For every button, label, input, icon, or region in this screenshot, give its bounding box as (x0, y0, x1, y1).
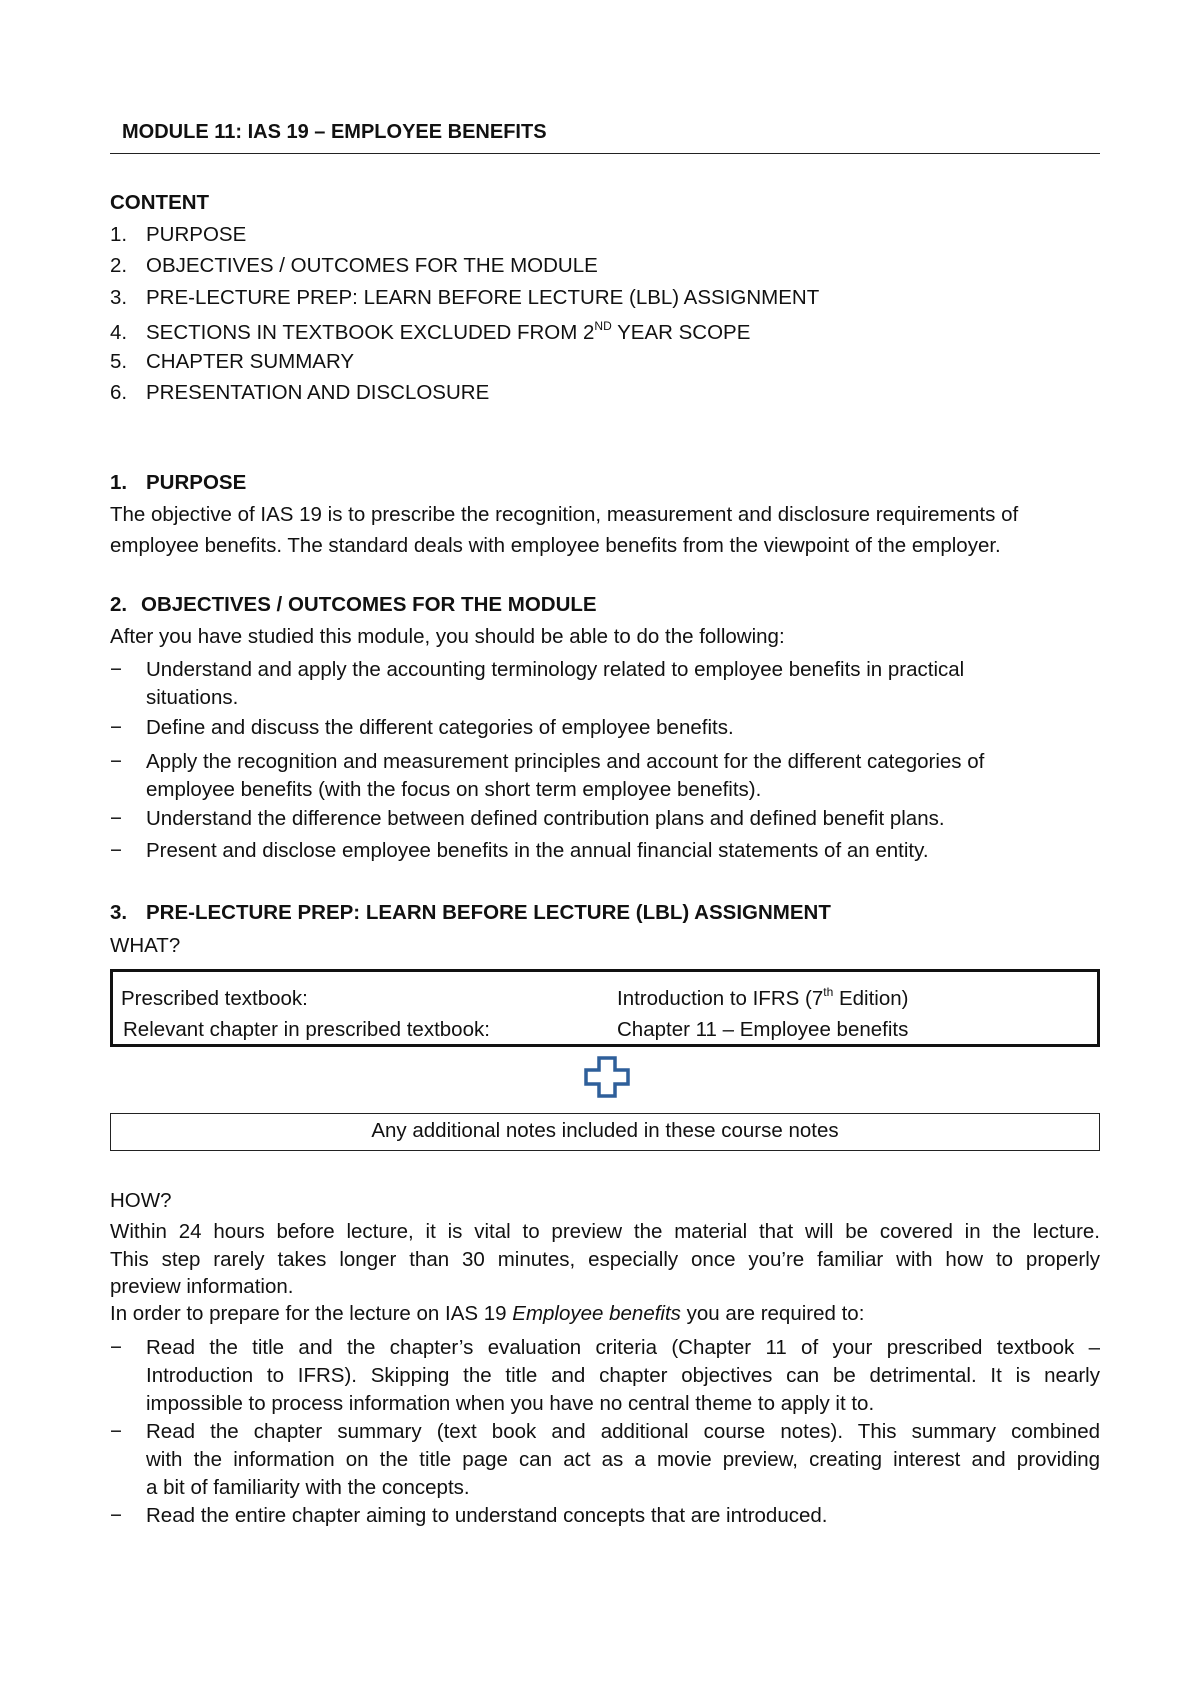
dash-bullet: − (110, 807, 122, 830)
list-item-line: Present and disclose employee benefits in the annual financial statements of an entity. (146, 839, 929, 862)
prepare-text: In order to prepare for the lecture on IAS 19 (110, 1302, 513, 1325)
content-item-number: 1. (110, 223, 128, 246)
list-item-line: Define and discuss the different categories of employee benefits. (146, 716, 734, 739)
paragraph-line: Within 24 hours before lecture, it is vital to preview the material that will be covered in the lecture. (110, 1220, 1100, 1243)
paragraph-line: employee benefits. The standard deals with employee benefits from the viewpoint of the employer. (110, 534, 1001, 557)
what-label: WHAT? (110, 934, 181, 957)
content-item-number: 2. (110, 254, 128, 277)
dash-bullet: − (110, 716, 122, 739)
list-item-line: Introduction to IFRS). Skipping the title and chapter objectives can be detrimental. It is nearly (146, 1364, 1100, 1387)
value-text: Edition) (833, 987, 909, 1010)
what-row-label: Prescribed textbook: (121, 987, 308, 1010)
superscript: th (823, 985, 834, 999)
list-item-line: Apply the recognition and measurement principles and account for the different categories of (146, 750, 985, 773)
content-item-text: SECTIONS IN TEXTBOOK EXCLUDED FROM 2 (146, 321, 595, 344)
how-label: HOW? (110, 1189, 172, 1212)
list-item-line: Read the entire chapter aiming to understand concepts that are introduced. (146, 1504, 828, 1527)
paragraph-line: This step rarely takes longer than 30 minutes, especially once you’re familiar with how to properly (110, 1248, 1100, 1271)
content-item-label (146, 319, 751, 344)
content-item-label: OBJECTIVES / OUTCOMES FOR THE MODULE (146, 254, 598, 277)
dash-bullet: − (110, 1420, 122, 1443)
what-row-value (617, 985, 909, 1010)
content-item-number: 5. (110, 350, 128, 373)
list-item-line: Understand the difference between defined contribution plans and defined benefit plans. (146, 807, 945, 830)
dash-bullet: − (110, 1336, 122, 1359)
section-title: PURPOSE (146, 471, 247, 494)
list-item-line: with the information on the title page can act as a movie preview, creating interest and providing (146, 1448, 1100, 1471)
module-title: MODULE 11: IAS 19 – EMPLOYEE BENEFITS (122, 121, 547, 143)
list-item-line: impossible to process information when you have no central theme to apply it to. (146, 1392, 875, 1415)
dash-bullet: − (110, 750, 122, 773)
list-item-line: Read the title and the chapter’s evaluation criteria (Chapter 11 of your prescribed textbook – (146, 1336, 1100, 1359)
content-heading: CONTENT (110, 191, 210, 214)
dash-bullet: − (110, 1504, 122, 1527)
header-divider (110, 153, 1100, 154)
list-item-line: Understand and apply the accounting terminology related to employee benefits in practical (146, 658, 965, 681)
what-row-value: Chapter 11 – Employee benefits (617, 1018, 909, 1041)
list-item-line: situations. (146, 686, 239, 709)
what-row-label: Relevant chapter in prescribed textbook: (123, 1018, 490, 1041)
section-number: 1. (110, 471, 128, 494)
list-item-line: Read the chapter summary (text book and additional course notes). This summary combined (146, 1420, 1100, 1443)
prepare-text: you are required to: (680, 1302, 865, 1325)
list-item-line: employee benefits (with the focus on short term employee benefits). (146, 778, 762, 801)
section-title: OBJECTIVES / OUTCOMES FOR THE MODULE (141, 593, 597, 616)
paragraph-line: The objective of IAS 19 is to prescribe the recognition, measurement and disclosure requirements of (110, 503, 1019, 526)
content-item-label: PRESENTATION AND DISCLOSURE (146, 381, 490, 404)
objectives-intro: After you have studied this module, you should be able to do the following: (110, 625, 785, 648)
content-item-number: 4. (110, 321, 128, 344)
content-item-label: CHAPTER SUMMARY (146, 350, 355, 373)
content-item-number: 3. (110, 286, 128, 309)
plus-outline-icon (584, 1056, 630, 1098)
dash-bullet: − (110, 658, 122, 681)
section-number: 2. (110, 593, 128, 616)
prepare-italic: Employee benefits (512, 1302, 681, 1325)
content-item-label: PURPOSE (146, 223, 247, 246)
notes-box: Any additional notes included in these course notes (110, 1113, 1100, 1151)
dash-bullet: − (110, 839, 122, 862)
section-number: 3. (110, 901, 128, 924)
content-item-label: PRE-LECTURE PREP: LEARN BEFORE LECTURE (LBL) ASSIGNMENT (146, 286, 820, 309)
prepare-line (110, 1304, 864, 1325)
what-box (110, 969, 1100, 1047)
paragraph-line: preview information. (110, 1275, 294, 1298)
superscript: ND (594, 319, 612, 333)
value-text: Introduction to IFRS (7 (617, 987, 824, 1010)
content-item-number: 6. (110, 381, 128, 404)
section-title: PRE-LECTURE PREP: LEARN BEFORE LECTURE (LBL) ASSIGNMENT (146, 901, 831, 924)
list-item-line: a bit of familiarity with the concepts. (146, 1476, 470, 1499)
content-item-text: YEAR SCOPE (611, 321, 751, 344)
